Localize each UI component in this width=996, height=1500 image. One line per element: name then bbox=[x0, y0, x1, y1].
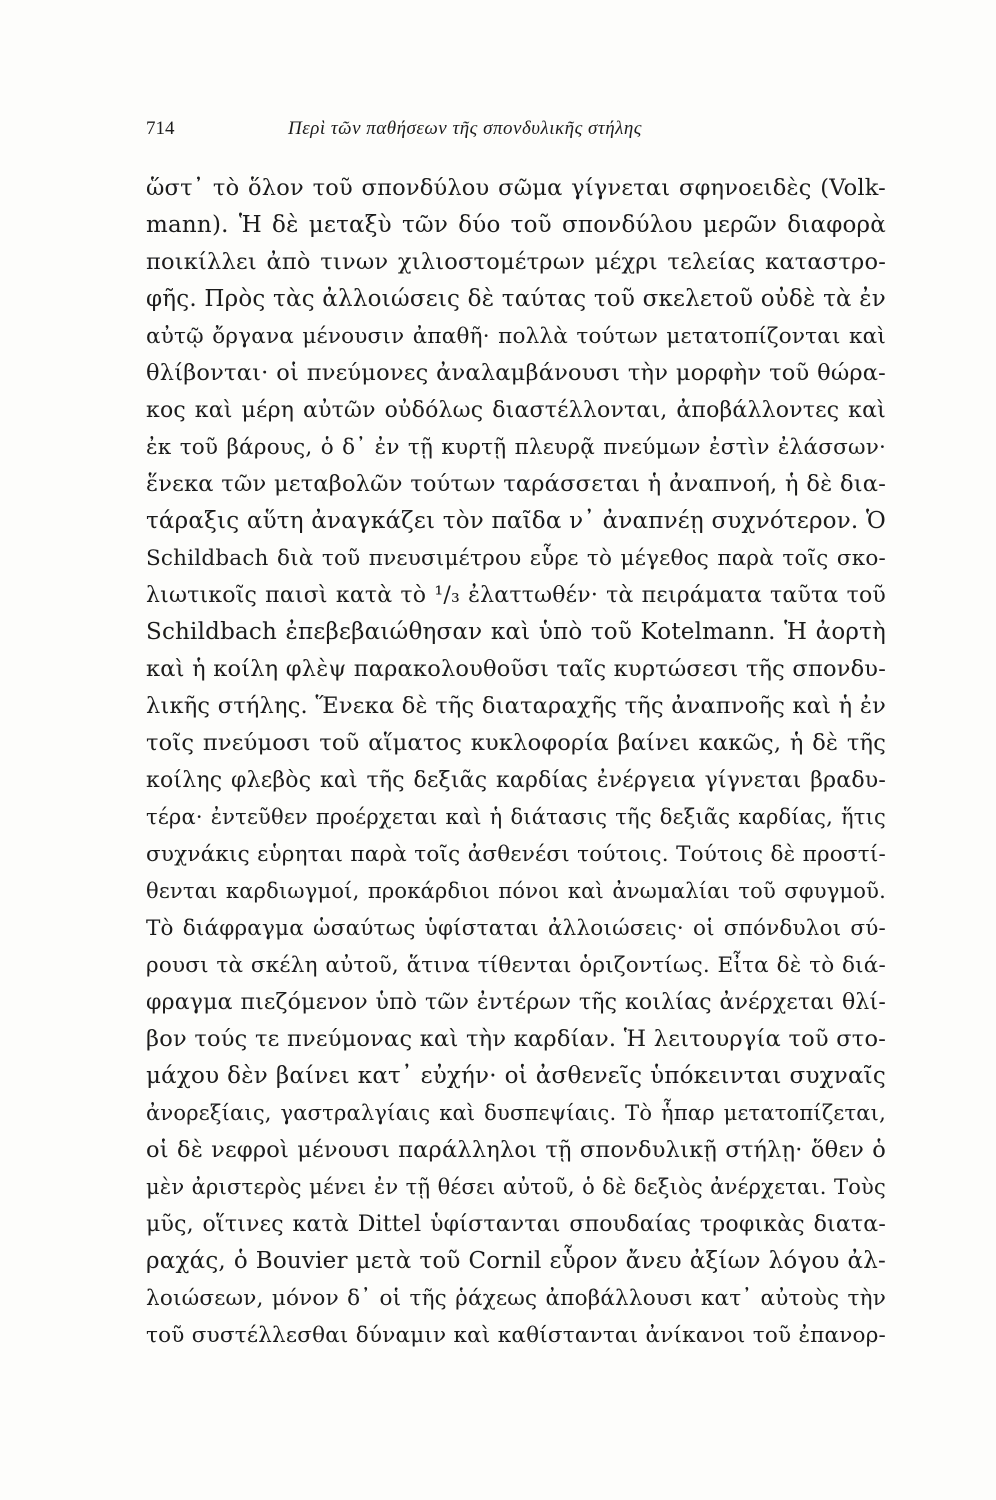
text-line: ὥστ᾽ τὸ ὅλον τοῦ σπονδύλου σῶμα γίγνεται σφηνοειδὲς (Volk- bbox=[146, 175, 886, 201]
text-line: τοῦ συστέλλεσθαι δύναμιν καὶ καθίστανται ἀνίκανοι τοῦ ἐπανορ- bbox=[146, 1323, 886, 1348]
text-line: ραχάς, ὁ Bouvier μετὰ τοῦ Cornil εὗρον ἄνευ ἀξίων λόγου ἀλ- bbox=[146, 1248, 886, 1274]
text-line: Τὸ διάφραγμα ὡσαύτως ὑφίσταται ἀλλοιώσεις· οἱ σπόνδυλοι σύ- bbox=[146, 916, 886, 941]
text-line: ἐκ τοῦ βάρους, ὁ δ᾽ ἐν τῇ κυρτῇ πλευρᾷ πνεύμων ἐστὶν ἐλάσσων· bbox=[146, 435, 886, 460]
text-line: θλίβονται· οἱ πνεύμονες ἀναλαμβάνουσι τὴν μορφὴν τοῦ θώρα- bbox=[146, 360, 886, 386]
text-line: μῦς, οἵτινες κατὰ Dittel ὑφίστανται σπουδαίας τροφικὰς διατα- bbox=[146, 1212, 886, 1237]
text-line: mann). Ἡ δὲ μεταξὺ τῶν δύο τοῦ σπονδύλου μερῶν διαφορὰ bbox=[146, 212, 886, 238]
text-line: μάχου δὲν βαίνει κατ᾽ εὐχήν· οἱ ἀσθενεῖς ὑπόκεινται συχναῖς bbox=[146, 1063, 886, 1089]
text-line: ποικίλλει ἀπὸ τινων χιλιοστομέτρων μέχρι τελείας καταστρο- bbox=[146, 249, 886, 275]
text-line: ἀνορεξίαις, γαστραλγίαις καὶ δυσπεψίαις. Τὸ ἧπαρ μετατοπίζεται, bbox=[146, 1101, 886, 1125]
text-line: λικῆς στήλης. Ἕνεκα δὲ τῆς διαταραχῆς τῆς ἀναπνοῆς καὶ ἡ ἐν bbox=[146, 693, 886, 719]
text-line: Schildbach διὰ τοῦ πνευσιμέτρου εὗρε τὸ μέγεθος παρὰ τοῖς σκο- bbox=[146, 546, 886, 571]
text-line: τοῖς πνεύμοσι τοῦ αἵματος κυκλοφορία βαίνει κακῶς, ἡ δὲ τῆς bbox=[146, 730, 886, 756]
text-line: φραγμα πιεζόμενον ὑπὸ τῶν ἐντέρων τῆς κοιλίας ἀνέρχεται θλί- bbox=[146, 990, 886, 1015]
text-line: συχνάκις εὑρηται παρὰ τοῖς ἀσθενέσι τούτοις. Τούτοις δὲ προστί- bbox=[146, 842, 886, 867]
text-line: λοιώσεων, μόνον δ᾽ οἱ τῆς ῥάχεως ἀποβάλλουσι κατ᾽ αὐτοὺς τὴν bbox=[146, 1286, 886, 1311]
text-line: ρουσι τὰ σκέλη αὐτοῦ, ἅτινα τίθενται ὁριζοντίως. Εἶτα δὲ τὸ διά- bbox=[146, 953, 886, 978]
body-text bbox=[146, 170, 886, 1354]
text-line: αὐτῷ ὄργανα μένουσιν ἀπαθῆ· πολλὰ τούτων μετατοπίζονται καὶ bbox=[146, 324, 886, 349]
text-line: κος καὶ μέρη αὐτῶν οὐδόλως διαστέλλονται, ἀποβάλλοντες καὶ bbox=[146, 398, 886, 423]
text-line: ἕνεκα τῶν μεταβολῶν τούτων ταράσσεται ἡ ἀναπνοή, ἡ δὲ δια- bbox=[146, 471, 886, 497]
text-line: καὶ ἡ κοίλη φλὲψ παρακολουθοῦσι ταῖς κυρτώσεσι τῆς σπονδυ- bbox=[146, 656, 886, 682]
page-number: 714 bbox=[146, 118, 175, 139]
text-line: οἱ δὲ νεφροὶ μένουσι παράλληλοι τῇ σπονδυλικῇ στήλῃ· ὅθεν ὁ bbox=[146, 1137, 886, 1163]
text-line: μὲν ἀριστερὸς μένει ἐν τῇ θέσει αὐτοῦ, ὁ δὲ δεξιὸς ἀνέρχεται. Τοὺς bbox=[146, 1175, 886, 1199]
text-line: φῆς. Πρὸς τὰς ἀλλοιώσεις δὲ ταύτας τοῦ σκελετοῦ οὐδὲ τὰ ἐν bbox=[146, 286, 886, 312]
text-line: Schildbach ἐπεβεβαιώθησαν καὶ ὑπὸ τοῦ Kotelmann. Ἡ ἀορτὴ bbox=[146, 619, 886, 645]
running-header bbox=[146, 118, 882, 148]
text-line: λιωτικοῖς παισὶ κατὰ τὸ ¹/₃ ἐλαττωθέν· τὰ πειράματα ταῦτα τοῦ bbox=[146, 583, 886, 608]
text-line: τέρα· ἐντεῦθεν προέρχεται καὶ ἡ διάτασις τῆς δεξιᾶς καρδίας, ἥτις bbox=[146, 805, 886, 829]
text-line: θενται καρδιωγμοί, προκάρδιοι πόνοι καὶ ἀνωμαλίαι τοῦ σφυγμοῦ. bbox=[146, 879, 886, 903]
text-line: τάραξις αὕτη ἀναγκάζει τὸν παῖδα ν᾽ ἀναπνέῃ συχνότερον. Ὁ bbox=[146, 508, 886, 534]
text-line: βον τούς τε πνεύμονας καὶ τὴν καρδίαν. Ἡ λειτουργία τοῦ στο- bbox=[146, 1026, 886, 1052]
running-title: Περὶ τῶν παθήσεων τῆς σπονδυλικῆς στήλης bbox=[288, 118, 642, 139]
text-line: κοίλης φλεβὸς καὶ τῆς δεξιᾶς καρδίας ἐνέργεια γίγνεται βραδυ- bbox=[146, 768, 886, 793]
